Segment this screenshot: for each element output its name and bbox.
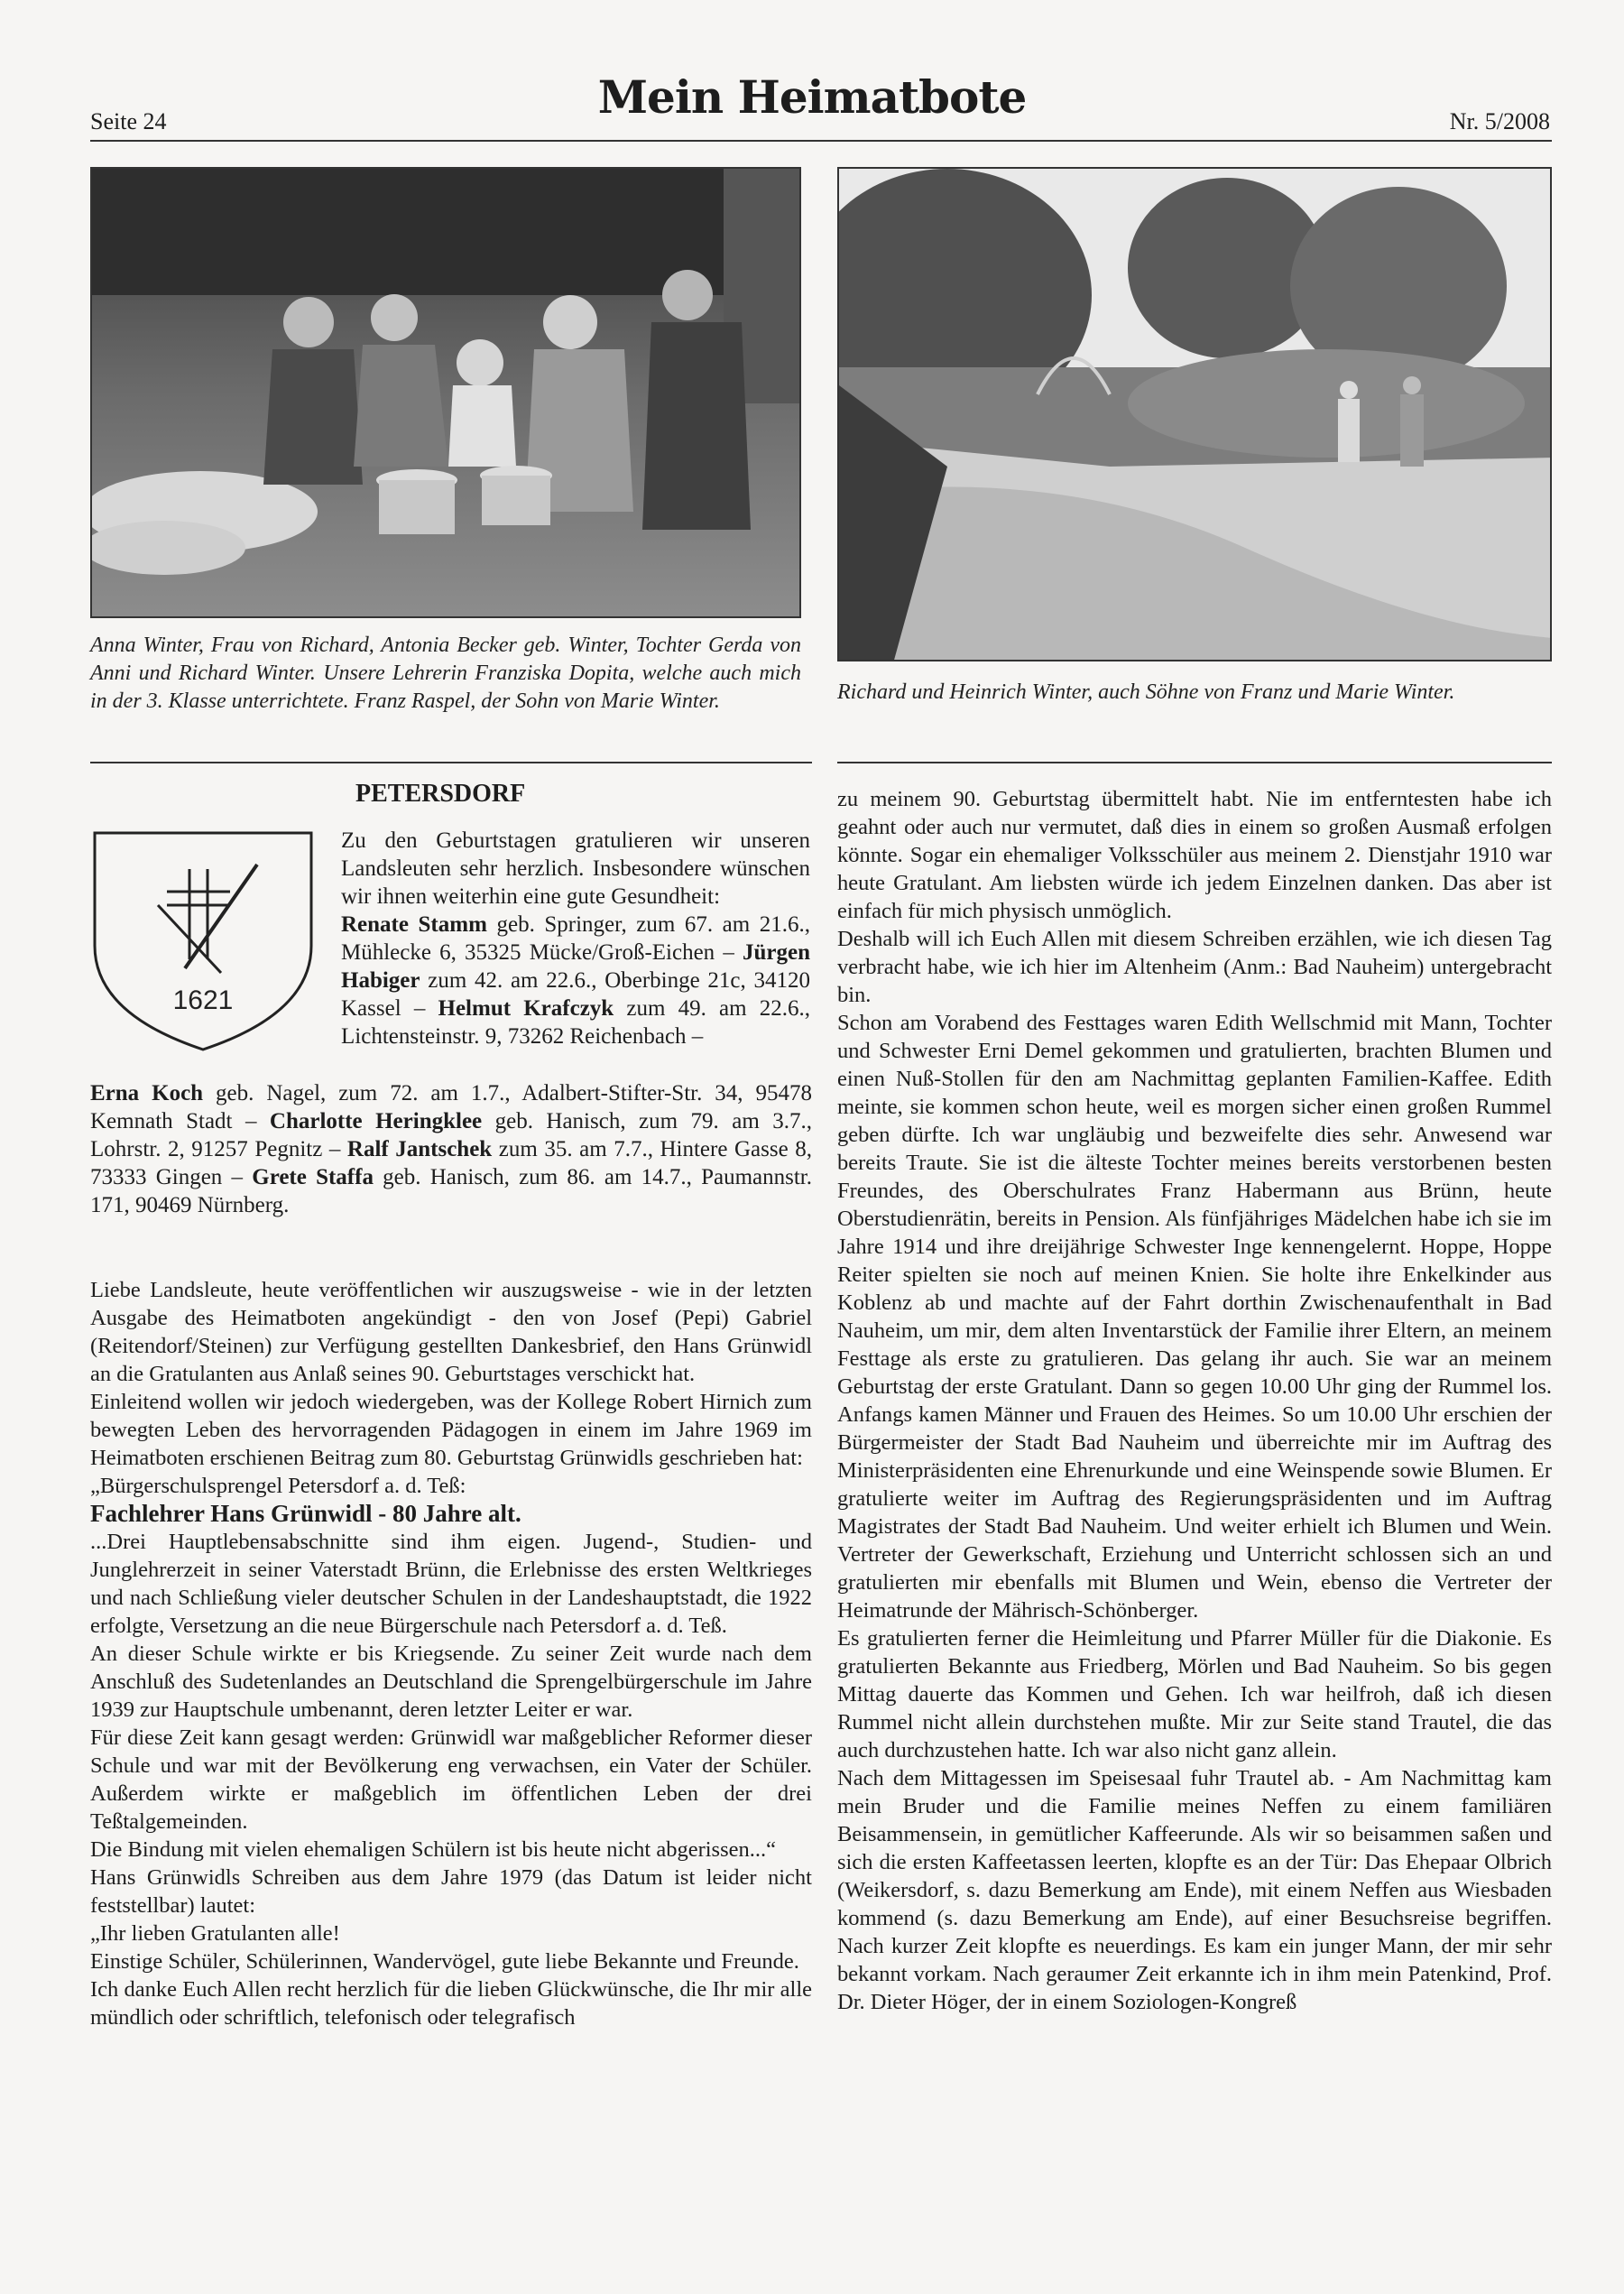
paragraph: Die Bindung mit vielen ehemaligen Schülern ist bis heute nicht abgerissen...“ [90, 1837, 777, 1862]
paragraph: Nach dem Mittagessen im Speisesaal fuhr Trautel ab. - Am Nachmittag kam mein Bruder und die Familie meines Neffen zu einem familiären Beisammensein, in gemütlicher Kaffeerunde. Als wir so beisammen saßen und sich die ersten Kaffeetassen leerten, klopfte es an der Tür: Das Ehepaar Olbrich (Weikersdorf, s. dazu Bemerkung am Ende), mit einem Neffen aus Wiesbaden kommend (s. dazu Bemerkung am Ende), auf einer Besuchsreise begriffen. Nach kurzer Zeit klopfte es neuerdings. Es kam ein junger Mann, der mir sehr bekannt vorkam. Nach geraumer Zeit erkannte ich in ihm mein Patenkind, Prof. Dr. Dieter Höger, der in einem Soziologen-Kongreß [837, 1766, 1552, 2014]
paragraph: Einstige Schüler, Schülerinnen, Wandervögel, gute liebe Bekannte und Freunde. [90, 1949, 799, 1974]
birthday-intro [341, 827, 810, 1050]
paragraph: Es gratulierten ferner die Heimleitung und Pfarrer Müller für die Diakonie. Es gratulierten Bekannte aus Friedberg, Mörlen und Bad Nauheim. So bis gegen Mittag dauerte das Kommen und Gehen. Ich war heilfroh, daß ich diesen Rummel nicht allein durchstehen mußte. Mir zur Seite stand Trautel, die das auch durchzustehen hatte. Ich war also nicht ganz allein. [837, 1626, 1552, 1762]
birthday-details: geb. Springer, zum 67. am 21.6., Mühlecke 6, 35325 Mücke/Groß-Eichen – [341, 912, 811, 965]
right-photo-caption: Richard und Heinrich Winter, auch Söhne von Franz und Marie Winter. [837, 680, 1455, 704]
paragraph: An dieser Schule wirkte er bis Kriegsende. Zu seiner Zeit wurde nach dem Anschluß des Sudetenlandes an Deutschland die Sprengelbürgerschule im Jahre 1939 zur Hauptschule umbenannt, deren letzter Leiter er war. [90, 1642, 812, 1722]
birthday-details: zum 35. am 7.7., Hintere Gasse 8, 73333 Gingen – [90, 1137, 812, 1189]
petersdorf-crest [90, 828, 316, 1054]
birthday-list-continued [90, 1079, 812, 1219]
publication-title: Mein Heimatbote [597, 70, 1027, 124]
paragraph: Schon am Vorabend des Festtages waren Edith Wellschmid mit Mann, Tochter und Schwester Erni Demel gekommen und gratulierten, brachten Blumen und einen Nuß-Stollen für den am Nachmittag geplanten Familien-Kaffee. Edith meinte, sie kommen schon heute, weil es morgen sicher einen großen Rummel geben dürfte. Ich war ungläubig und bezweifelte dies sehr. Anwesend war bereits Traute. Sie ist die älteste Tochter meines bereits verstorbenen besten Freundes, des Oberschulrates Franz Habermann aus Brünn, heute Oberstudienrätin, bereits in Pension. Als fünfjähriges Mädelchen habe ich sie im Jahre 1914 und ihre dreijährige Schwester Inge kennengelernt. Hoppe, Hoppe Reiter spielten sie noch auf meinen Knien. Sie holte ihre Enkelkinder aus Koblenz ab und machte auf der Fahrt dorthin Zwischenaufenthalt in Bad Nauheim, um mir, dem alten Inventarstück der Familie ihrer Eltern, an meinem Festtage als erste zu gratulieren. Das gelang ihr auch. Sie war an meinem Geburtstag der erste Gratulant. Dann so gegen 10.00 Uhr ging der Rummel los. Anfangs kamen Männer und Frauen des Heimes. So um 10.00 Uhr erschien der Bürgermeister der Stadt Bad Nauheim und überreichte mir im Auftrag des Ministerpräsidenten eine Ehrenurkunde und eine Weinspende sowie Blumen. Er gratulierte weiter im Auftrag des Regierungspräsidenten und im Auftrag Magistrates der Stadt Bad Nauheim. Und weiter erhielt ich Blumen und Wein. Vertreter der Gewerkschaft, Erziehung und Unterricht schlossen sich an und gratulierten mir ebenfalls mit Blumen und Wein, ebenso die Vertreter der Heimatrunde der Mährisch-Schönberger. [837, 1011, 1552, 1623]
paragraph: zu meinem 90. Geburtstag übermittelt habt. Nie im entferntesten habe ich geahnt oder auch nur vermutet, daß dies in einem so großen Ausmaß erfolgen könnte. Sogar ein ehemaliger Volksschüler aus meinem 2. Dienstjahr 1910 war heute Gratulant. Am liebsten würde ich jedem Einzelnen danken. Das aber ist einfach für mich physisch unmöglich. [837, 787, 1552, 923]
paragraph: ...Drei Hauptlebensabschnitte sind ihm eigen. Jugend-, Studien- und Junglehrerzeit in seiner Vaterstadt Brünn, die Erlebnisse des ersten Weltkrieges und nach Schließung vieler deutscher Schulen in der Landeshauptstadt, die 1922 erfolgte, Versetzung an die neue Bürgerschule nach Petersdorf a. d. Teß. [90, 1530, 812, 1638]
birthday-details: geb. Hanisch, zum 86. am 14.7., Paumannstr. 171, 90469 Nürnberg. [90, 1165, 812, 1217]
birthday-details: zum 49. am 22.6., Lichtensteinstr. 9, 73262 Reichenbach – [341, 996, 810, 1049]
paragraph: „Ihr lieben Gratulanten alle! [90, 1921, 340, 1946]
birthday-name: Jürgen Habiger [341, 940, 810, 993]
section-title-petersdorf: PETERSDORF [355, 780, 526, 808]
page-number: Seite 24 [90, 108, 167, 134]
birthday-name: Erna Koch [90, 1081, 204, 1105]
birthday-details: zum 42. am 22.6., Oberbinge 21c, 34120 Kassel – [341, 968, 810, 1021]
garden-photo [837, 167, 1552, 661]
caption-rule-left [90, 762, 812, 763]
paragraph: Für diese Zeit kann gesagt werden: Grünwidl war maßgeblicher Reformer dieser Schule und war mit der Bevölkerung eng verwachsen, ein Vater der Schüler. Außerdem wirkte er maßgeblich im öffentlichen Leben der drei Teßtalgemeinden. [90, 1725, 812, 1834]
birthday-details: geb. Hanisch, zum 79. am 3.7., Lohrstr. 2, 91257 Pegnitz – [90, 1109, 812, 1161]
birthday-name: Helmut Krafczyk [438, 996, 614, 1021]
birthday-name: Ralf Jantschek [346, 1137, 493, 1161]
header-rule [90, 140, 1552, 142]
right-article-column [837, 785, 1552, 2016]
paragraph: Liebe Landsleute, heute veröffentlichen wir auszugsweise - wie in der letzten Ausgabe des Heimatboten angekündigt - den von Josef (Pepi) Gabriel (Reitendorf/Steinen) zur Verfügung gestellten Dankesbrief, den Hans Grünwidl an die Gratulanten aus Anlaß seines 90. Geburtstages verschickt hat. [90, 1278, 812, 1386]
family-photo [90, 167, 801, 618]
left-photo-caption: Anna Winter, Frau von Richard, Antonia Becker geb. Winter, Tochter Gerda von Anni und Richard Winter. Unsere Lehrerin Franziska Dopita, welche auch mich in der 3. Klasse unterrichtete. Franz Raspel, der Sohn von Marie Winter. [90, 634, 801, 713]
paragraph: Einleitend wollen wir jedoch wiedergeben, was der Kollege Robert Hirnich zum bewegten Leben des hervorragenden Pädagogen in einem im Jahre 1969 im Heimatboten erschienen Beitrag zum 80. Geburtstag Grünwidls geschrieben hat: [90, 1390, 812, 1470]
article-subheading: Fachlehrer Hans Grünwidl - 80 Jahre alt. [90, 1500, 521, 1527]
garden-photo-image [839, 169, 1552, 661]
issue-number: Nr. 5/2008 [1449, 108, 1550, 134]
paragraph: „Bürgerschulsprengel Petersdorf a. d. Teß: [90, 1474, 466, 1498]
caption-rule-right [837, 762, 1552, 763]
birthday-name: Renate Stamm [341, 912, 487, 937]
birthday-name: Charlotte Heringklee [269, 1109, 483, 1133]
crest-year: 1621 [172, 985, 234, 1015]
family-photo-image [92, 169, 801, 618]
birthday-details: geb. Nagel, zum 72. am 1.7., Adalbert-Stifter-Str. 34, 95478 Kemnath Stadt – [90, 1081, 813, 1133]
paragraph: Deshalb will ich Euch Allen mit diesem Schreiben erzählen, wie ich diesen Tag verbracht habe, wie ich hier im Altenheim (Anm.: Bad Nauheim) untergebracht bin. [837, 927, 1552, 1007]
birthday-name: Grete Staffa [252, 1165, 374, 1189]
paragraph: Ich danke Euch Allen recht herzlich für die lieben Glückwünsche, die Ihr mir alle mündlich oder schriftlich, telefonisch oder telegrafisch [90, 1977, 812, 2030]
birthday-intro-text: Zu den Geburtstagen gratulieren wir unseren Landsleuten sehr herzlich. Insbesondere wünschen wir ihnen weiterhin eine gute Gesundheit: [341, 828, 810, 909]
paragraph: Hans Grünwidls Schreiben aus dem Jahre 1979 (das Datum ist leider nicht feststellbar) lautet: [90, 1865, 812, 1918]
left-article-column [90, 1276, 812, 2031]
